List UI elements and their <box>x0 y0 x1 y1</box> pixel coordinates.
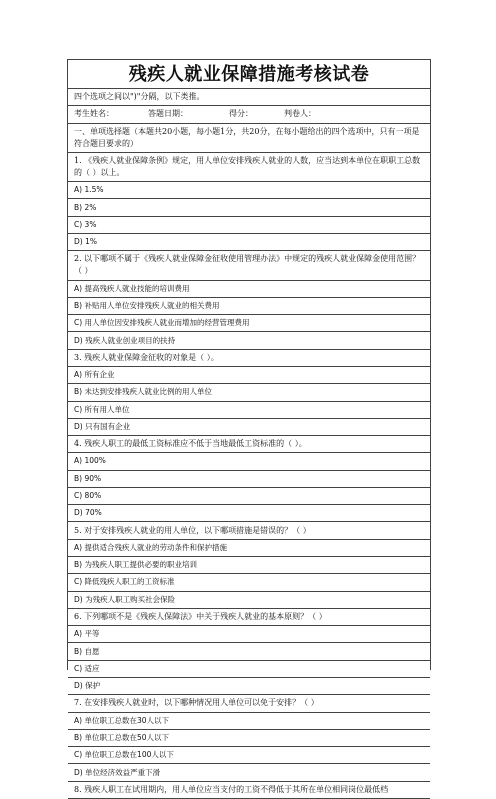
question-text: 2. 以下哪项不属于《残疾人就业保障金征收使用管理办法》中规定的残疾人就业保障金使用范围？（ ） <box>68 251 430 280</box>
answer-option: D) 70% <box>68 505 430 522</box>
candidate-info-row <box>68 106 430 123</box>
answer-option: D) 只有国有企业 <box>68 419 430 436</box>
answer-option: B) 单位职工总数在50人以下 <box>68 730 430 747</box>
answer-option: D) 单位经济效益严重下滑 <box>68 764 430 781</box>
answer-option: B) 补贴用人单位安排残疾人就业的相关费用 <box>68 298 430 315</box>
answer-option: C) 所有用人单位 <box>68 402 430 419</box>
answer-option: C) 单位职工总数在100人以下 <box>68 747 430 764</box>
answer-option: A) 所有企业 <box>68 367 430 384</box>
answer-option: C) 80% <box>68 488 430 505</box>
answer-option: A) 提供适合残疾人就业的劳动条件和保护措施 <box>68 540 430 557</box>
answer-option: C) 用人单位因安排残疾人就业而增加的经营管理费用 <box>68 315 430 332</box>
question-list <box>68 153 430 799</box>
exam-paper <box>67 59 431 794</box>
section-heading: 一、单项选择题（本题共20小题，每小题1分，共20分，在每小题给出的四个选项中，只有一项是符合题目要求的） <box>68 124 430 153</box>
question-text: 1. 《残疾人就业保障条例》规定，用人单位安排残疾人就业的人数，应当达到本单位在职职工总数的（ ）以上。 <box>68 153 430 182</box>
page-title: 残疾人就业保障措施考核试卷 <box>68 60 430 89</box>
answer-option: B) 2% <box>68 199 430 216</box>
question-text: 4. 残疾人职工的最低工资标准应不低于当地最低工资标准的（ ）。 <box>68 436 430 453</box>
answer-option: A) 平等 <box>68 626 430 643</box>
question-text: 7. 在安排残疾人就业时，以下哪种情况用人单位可以免于安排？（ ） <box>68 695 430 712</box>
grader-field-label: 判卷人： <box>284 109 316 119</box>
score-field-label: 得分： <box>229 109 253 119</box>
answer-option: A) 100% <box>68 453 430 470</box>
date-field-label: 答题日期： <box>148 109 188 119</box>
answer-option: D) 残疾人就业创业项目的扶持 <box>68 332 430 349</box>
answer-option: B) 自愿 <box>68 643 430 660</box>
instructions: 四个选项之间以")"分隔，以下类推。 <box>68 89 430 106</box>
answer-option: B) 为残疾人职工提供必要的职业培训 <box>68 557 430 574</box>
answer-option: A) 单位职工总数在30人以下 <box>68 713 430 730</box>
question-text: 3. 残疾人就业保障金征收的对象是（ ）。 <box>68 350 430 367</box>
answer-option: A) 提高残疾人就业技能的培训费用 <box>68 281 430 298</box>
name-field-label: 考生姓名： <box>74 109 114 119</box>
question-text: 8. 残疾人职工在试用期内，用人单位应当支付的工资不得低于其所在单位相同岗位最低档 <box>68 782 430 799</box>
answer-option: D) 保护 <box>68 678 430 695</box>
question-text: 5. 对于安排残疾人就业的用人单位，以下哪项措施是错误的？（ ） <box>68 522 430 539</box>
answer-option: C) 3% <box>68 217 430 234</box>
question-text: 6. 下列哪项不是《残疾人保障法》中关于残疾人就业的基本原则？（ ） <box>68 609 430 626</box>
answer-option: C) 适应 <box>68 661 430 678</box>
answer-option: C) 降低残疾人职工的工资标准 <box>68 574 430 591</box>
answer-option: A) 1.5% <box>68 182 430 199</box>
answer-option: D) 为残疾人职工购买社会保险 <box>68 592 430 609</box>
answer-option: B) 90% <box>68 471 430 488</box>
answer-option: D) 1% <box>68 234 430 251</box>
answer-option: B) 未达到安排残疾人就业比例的用人单位 <box>68 384 430 401</box>
